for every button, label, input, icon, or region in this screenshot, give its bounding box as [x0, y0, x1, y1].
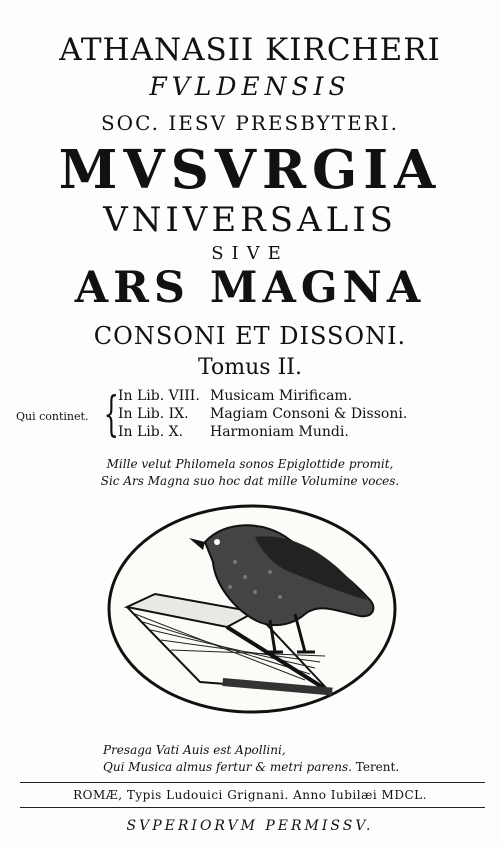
- contents-label: Qui continet.: [16, 410, 89, 423]
- volume-label: Tomus II.: [198, 355, 302, 380]
- book-subject: Harmoniam Mundi.: [210, 424, 349, 440]
- verse-line-2: [103, 759, 483, 776]
- book-number: In Lib. IX.: [118, 406, 189, 422]
- contents-block: [14, 388, 484, 444]
- alternate-subtitle: CONSONI ET DISSONI.: [93, 322, 407, 350]
- author-name: ATHANASII KIRCHERI: [59, 32, 441, 68]
- book-subject: Musicam Mirificam.: [210, 388, 353, 404]
- book-subject: Magiam Consoni & Dissoni.: [210, 406, 408, 422]
- verse-line-2-text: Qui Musica almus fertur & metri parens.: [103, 760, 352, 774]
- motto: [0, 456, 500, 490]
- main-title: MVSVRGIA: [58, 139, 442, 201]
- bird-on-lyre-icon: [105, 502, 400, 717]
- divider-bottom: [20, 807, 485, 808]
- permission-line: SVPERIORVM PERMISSV.: [126, 818, 374, 834]
- author-origin: FVLDENSIS: [149, 72, 351, 101]
- conjunction: SIVE: [211, 243, 289, 264]
- divider-top: [20, 782, 485, 783]
- society-line: SOC. IESV PRESBYTERI.: [100, 111, 400, 135]
- verse-attribution: Terent.: [355, 760, 400, 774]
- verse: [103, 742, 483, 776]
- book-number: In Lib. VIII.: [118, 388, 200, 404]
- imprint: ROMÆ, Typis Ludouici Grignani. Anno Iubilæi MDCL.: [73, 788, 427, 802]
- verse-line-1: Presaga Vati Auis est Apollini,: [103, 743, 286, 757]
- motto-line-1: Mille velut Philomela sonos Epiglottide promit,: [106, 457, 394, 471]
- motto-line-2: Sic Ars Magna suo hoc dat mille Volumine voces.: [100, 474, 400, 488]
- main-subtitle: VNIVERSALIS: [103, 200, 397, 240]
- alternate-title: ARS MAGNA: [74, 263, 426, 313]
- left-brace-icon: {: [103, 386, 119, 442]
- book-number: In Lib. X.: [118, 424, 184, 440]
